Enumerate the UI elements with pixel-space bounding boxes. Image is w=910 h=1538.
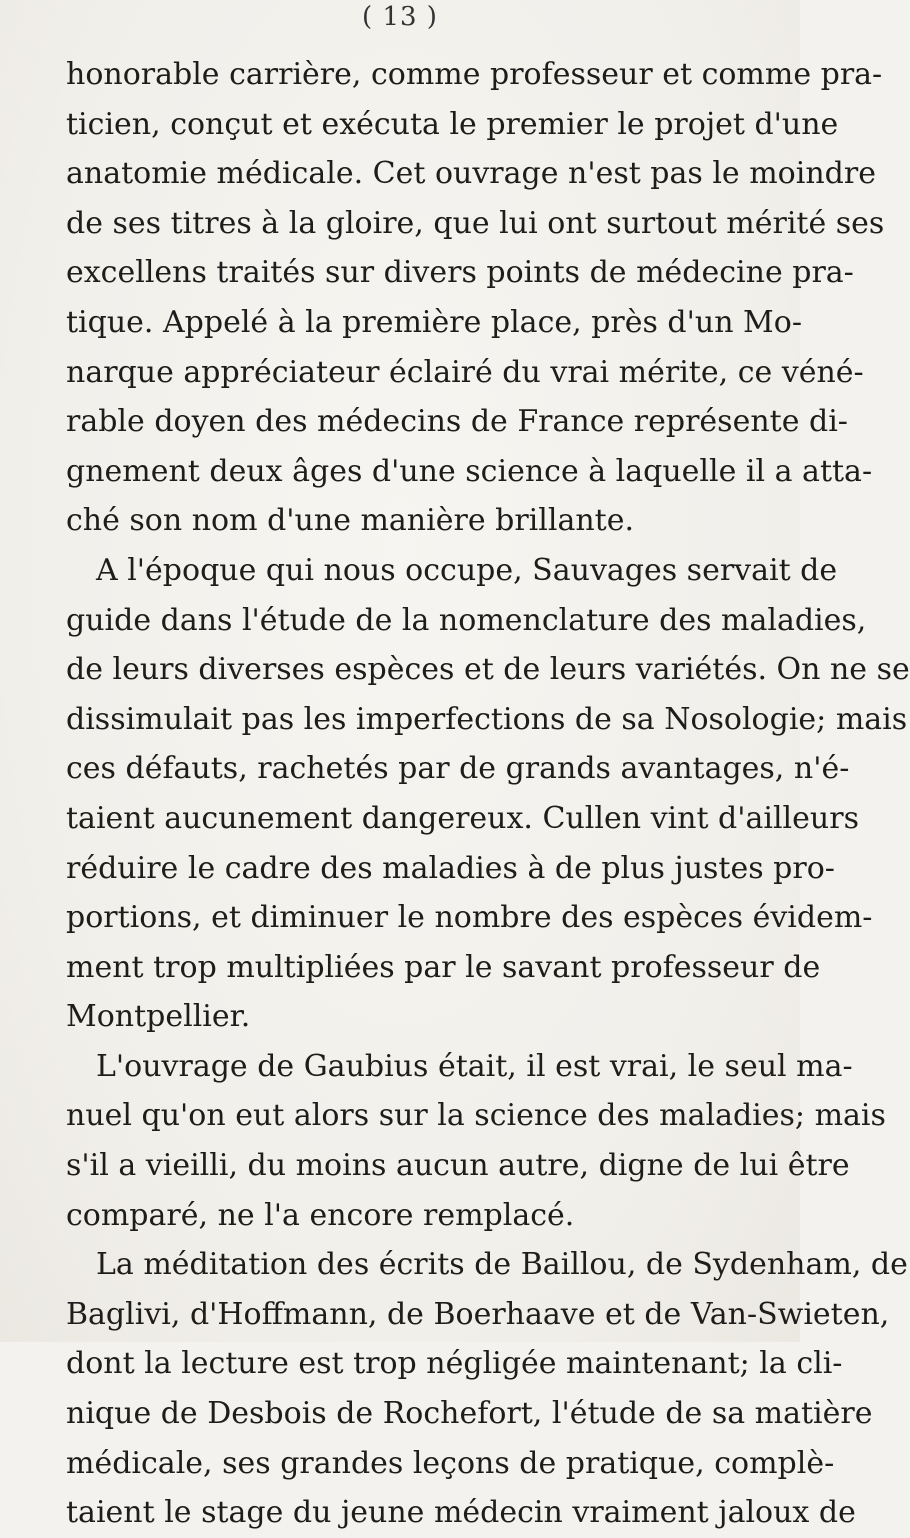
text-line: narque appréciateur éclairé du vrai mérite, ce véné- — [66, 354, 864, 390]
text-line: de ses titres à la gloire, que lui ont surtout mérité ses — [66, 205, 885, 241]
text-line: ticien, conçut et exécuta le premier le projet d'une — [66, 106, 839, 142]
text-line: anatomie médicale. Cet ouvrage n'est pas le moindre — [66, 156, 876, 192]
paragraph — [66, 1240, 908, 1538]
text-line: réduire le cadre des maladies à de plus justes pro- — [66, 850, 835, 886]
paragraph — [66, 1042, 886, 1240]
text-line: guide dans l'étude de la nomenclature des maladies, — [66, 602, 867, 638]
text-line: excellens traités sur divers points de médecine pra- — [66, 255, 854, 291]
paragraph — [66, 50, 885, 546]
text-line: honorable carrière, comme professeur et comme pra- — [66, 57, 883, 92]
text-line: Baglivi, d'Hoffmann, de Boerhaave et de Van-Swieten, — [66, 1296, 890, 1332]
text-line: ces défauts, rachetés par de grands avantages, n'é- — [66, 751, 850, 787]
body-text — [66, 50, 910, 1538]
paragraph — [66, 546, 910, 1042]
text-line: nique de Desbois de Rochefort, l'étude de sa matière — [66, 1396, 873, 1432]
text-line: dont la lecture est trop négligée maintenant; la cli- — [66, 1346, 843, 1382]
text-line: rable doyen des médecins de France représente di- — [66, 404, 848, 440]
text-line: gnement deux âges d'une science à laquelle il a atta- — [66, 453, 873, 489]
text-line: La méditation des écrits de Baillou, de Sydenham, de — [96, 1247, 908, 1283]
text-line: portions, et diminuer le nombre des espèces évidem- — [66, 900, 873, 936]
text-line: tique. Appelé à la première place, près d'un Mo- — [66, 304, 802, 340]
text-line: comparé, ne l'a encore remplacé. — [66, 1197, 575, 1233]
text-line: ment trop multipliées par le savant professeur de — [66, 949, 821, 985]
text-line: dissimulait pas les imperfections de sa Nosologie; mais — [66, 701, 908, 737]
text-line: A l'époque qui nous occupe, Sauvages servait de — [96, 552, 838, 588]
text-line: Montpellier. — [66, 999, 251, 1035]
page-number: ( 13 ) — [362, 2, 438, 32]
text-line: taient le stage du jeune médecin vraiment jaloux de — [66, 1495, 856, 1531]
text-line: L'ouvrage de Gaubius était, il est vrai, le seul ma- — [96, 1048, 853, 1084]
text-line: taient aucunement dangereux. Cullen vint d'ailleurs — [66, 800, 859, 836]
text-line: médicale, ses grandes leçons de pratique, complè- — [66, 1445, 835, 1481]
text-line: ché son nom d'une manière brillante. — [66, 503, 634, 539]
text-line: nuel qu'on eut alors sur la science des maladies; mais — [66, 1098, 886, 1134]
text-line: s'il a vieilli, du moins aucun autre, digne de lui être — [66, 1148, 850, 1184]
text-line: de leurs diverses espèces et de leurs variétés. On ne se — [66, 652, 910, 688]
